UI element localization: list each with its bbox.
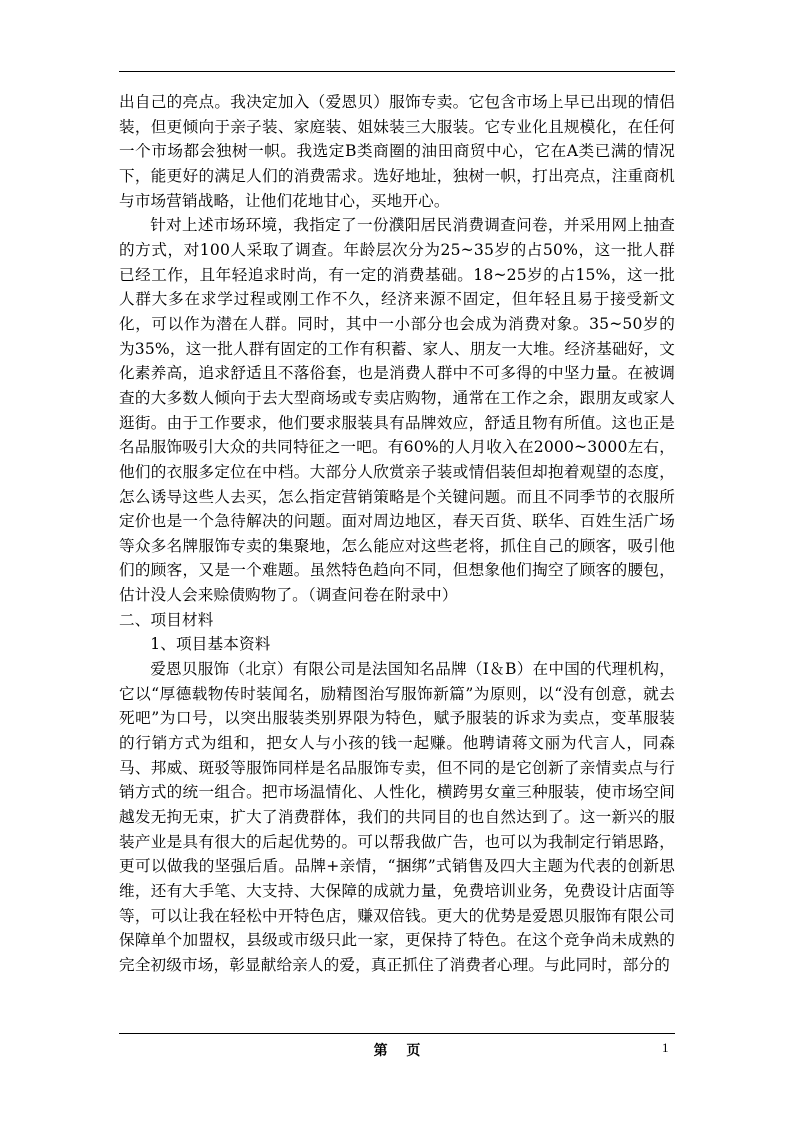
section-heading-project-materials: 二、项目材料: [119, 610, 214, 629]
subsection-heading-basic-info: 1、项目基本资料: [150, 635, 271, 654]
paragraph-company-profile: 爱恩贝服饰（北京）有限公司是法国知名品牌（I＆B）在中国的代理机构，它以“厚德载物传时装闻名，励精图治写服饰新篇”为原则，以“没有创意，就去死吧”为口号，以突出服装类别界限为特色，赋予服装的诉求为卖点，变革服装的行销方式为组和，把女人与小孩的钱一起赚。他聘请蒋文丽为代言人，同森马、邦威、斑驳等服饰同样是名品服饰专卖，但不同的是它创新了亲情卖点与行销方式的统一组合。把市场温情化、人性化，横跨男女童三种服装，使市场空间越发无拘无束，扩大了消费群体，我们的共同目的也自然达到了。这一新兴的服装产业是具有很大的后起优势的。可以帮我做广告，也可以为我制定行销思路，更可以做我的坚强后盾。品牌+亲情，“捆绑”式销售及四大主题为代表的创新思维，还有大手笔、大支持、大保障的成就力量，免费培训业务，免费设计店面等等，可以让我在轻松中开特色店，赚双倍钱。更大的优势是爱恩贝服饰有限公司保障单个加盟权，县级或市级只此一家，更保持了特色。在这个竞争尚未成熟的完全初级市场，彰显献给亲人的爱，真正抓住了消费者心理。与此同时，部分的: [119, 660, 675, 974]
document-body: [119, 90, 675, 978]
paragraph-intro: 出自己的亮点。我决定加入（爱恩贝）服饰专卖。它包含市场上早已出现的情侣装，但更倾向于亲子装、家庭装、姐妹装三大服装。它专业化且规模化，在任何一个市场都会独树一帜。我选定B类商圈的油田商贸中心，它在A类已满的情况下，能更好的满足人们的消费需求。选好地址，独树一帜，打出亮点，注重商机与市场营销战略，让他们花地甘心，买地开心。: [119, 93, 675, 210]
footer-rule: [119, 1033, 675, 1034]
header-rule: [119, 71, 675, 72]
footer-page-label: 第 页: [373, 1043, 421, 1059]
page-number: 1: [662, 1040, 669, 1055]
paragraph-survey: 针对上述市场环境，我指定了一份濮阳居民消费调查问卷，并采用网上抽查的方式，对100人采取了调查。年龄层次分为25~35岁的占50%，这一批人群已经工作，且年轻追求时尚，有一定的消费基础。18~25岁的占15%，这一批人群大多在求学过程或刚工作不久，经济来源不固定，但年轻且易于接受新文化，可以作为潜在人群。同时，其中一小部分也会成为消费对象。35~50岁的为35%，这一批人群有固定的工作有积蓄、家人、朋友一大堆。经济基础好，文化素养高，追求舒适且不落俗套，也是消费人群中不可多得的中坚力量。在被调查的大多数人倾向于去大型商场或专卖店购物，通常在工作之余，跟朋友或家人逛街。由于工作要求，他们要求服装具有品牌效应，舒适且物有所值。这也正是名品服饰吸引大众的共同特征之一吧。有60%的人月收入在2000~3000左右，他们的衣服多定位在中档。大部分人欣赏亲子装或情侣装但却抱着观望的态度，怎么诱导这些人去买，怎么指定营销策略是个关键问题。而且不同季节的衣服所定价也是一个急待解决的问题。面对周边地区，春天百货、联华、百姓生活广场等众多名牌服饰专卖的集聚地，怎么能应对这些老将，抓住自己的顾客，吸引他们的顾客，又是一个难题。虽然特色趋向不同，但想象他们掏空了顾客的腰包，估计没人会来赊债购物了。（调查问卷在附录中）: [119, 216, 675, 605]
